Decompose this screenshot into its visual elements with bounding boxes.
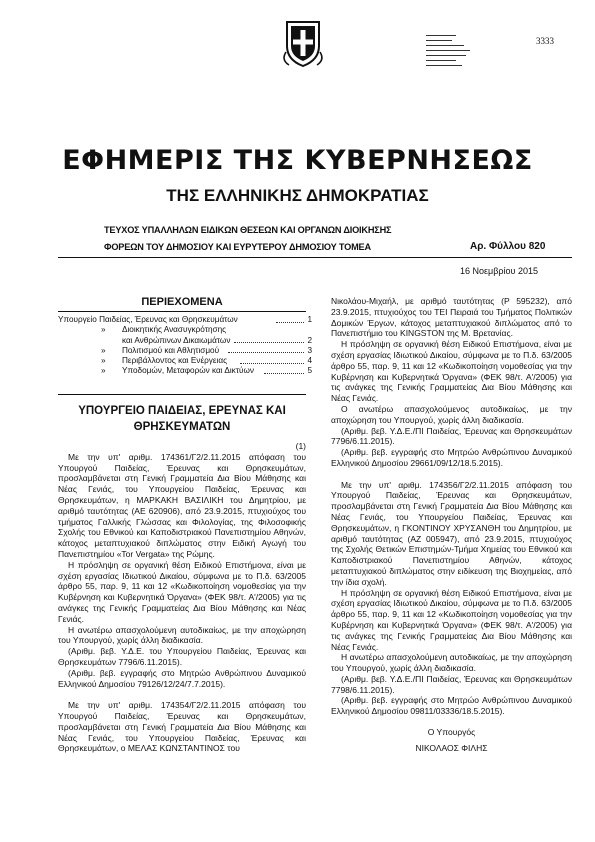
toc-item[interactable] bbox=[58, 315, 316, 325]
paragraph: Ο ανωτέρω απασχολούμενος αυτοδικαίως, με την αποχώρηση του Υπουργού, χωρίς άλλη διαδικασία. bbox=[331, 403, 572, 425]
paragraph: (Αριθμ. βεβ. εγγραφής στο Μητρώο Ανθρώπινου Δυναμικού Ελληνικού Δημοσίου 29661/09/12/18.5.2015). bbox=[331, 447, 572, 468]
decision-number: (1) bbox=[295, 441, 306, 451]
ministry-heading: ΥΠΟΥΡΓΕΙΟ ΠΑΙΔΕΙΑΣ, ΕΡΕΥΝΑΣ ΚΑΙ ΘΡΗΣΚΕΥΜΑΤΩΝ bbox=[78, 405, 286, 433]
paragraph: Η ανωτέρω απασχολούμενη αυτοδικαίως, με την αποχώρηση του Υπουργού, χωρίς άλλη διαδικασία. bbox=[331, 652, 572, 674]
toc-item-label: Πολιτισμού και Αθλητισμού bbox=[122, 345, 220, 355]
page-number: 3333 bbox=[536, 36, 554, 46]
toc-item-label: Υπουργείο Παιδείας, Έρευνας και Θρησκευμάτων bbox=[58, 315, 238, 324]
toc-item-marker: » bbox=[101, 345, 106, 355]
toc-item-page: 3 bbox=[307, 345, 312, 355]
sheet-number: Αρ. Φύλλου 820 bbox=[470, 241, 546, 252]
paragraph: Η πρόσληψη σε οργανική θέση Ειδικού Επιστήμονα, είναι με σχέση εργασίας Ιδιωτικού Δικαίου, σύμφωνα με το Π.δ. 63/2005 άρθρο 55, παρ. 9, 11 και 12 «Κωδικοποίηση νομοθεσίας για την Κυβέρνηση και Κυβερνητικά Όργανα» (ΦΕΚ 98/τ. Α'/2005) για τις ανάγκες της Γενικής Γραμματείας Δια Βίου Μάθησης και Νέας Γενιάς. bbox=[331, 587, 572, 652]
paragraph: Νικολάου-Μιχαήλ, με αριθμό ταυτότητας (Ρ 595232), από 23.9.2015, πτυχιούχος του ΤΕΙ Πειραιά του Τμήματος Πολιτικών Δομικών Έργων, κάτοχος μεταπτυχιακού διπλώματος από το Πανεπιστήμιο του KINGSTON της Μ. Βρετανίας. bbox=[331, 296, 572, 339]
toc-item-marker: » bbox=[101, 325, 106, 335]
toc-item-page: 2 bbox=[307, 335, 312, 345]
toc-item[interactable] bbox=[58, 356, 316, 366]
toc-item-label: και Ανθρώπινων Δικαιωμάτων bbox=[122, 335, 231, 345]
toc-item-marker: » bbox=[101, 356, 106, 366]
paragraph: (Αριθμ. βεβ. Υ.Δ.Ε./ΠΙ Παιδείας, Έρευνας και Θρησκευμάτων 7798/6.11.2015). bbox=[331, 673, 572, 695]
print-certification-stamp bbox=[426, 31, 480, 66]
paragraph: (Αριθμ. βεβ. εγγραφής στο Μητρώο Ανθρώπινου Δυναμικού Ελληνικού Δημοσίου 79126/12/24/7.7.2015). bbox=[58, 667, 306, 689]
issue-line-1: ΤΕΥΧΟΣ ΥΠΑΛΛΗΛΩΝ ΕΙΔΙΚΩΝ ΘΕΣΕΩΝ ΚΑΙ ΟΡΓΑΝΩΝ ΔΙΟΙΚΗΣΗΣ bbox=[104, 225, 392, 235]
toc-item[interactable] bbox=[58, 366, 316, 376]
toc-item[interactable] bbox=[58, 346, 316, 356]
right-column bbox=[331, 296, 572, 754]
toc-bottom-rule bbox=[58, 394, 306, 395]
paragraph: Η πρόσληψη σε οργανική θέση Ειδικού Επιστήμονα, είναι με σχέση εργασίας Ιδιωτικού Δικαίου, σύμφωνα με το Π.δ. 63/2005 άρθρο 55, παρ. 9, 11 και 12 «Κωδικοποίηση νομοθεσίας για την Κυβέρνηση και Κυβερνητικά Όργανα» (ΦΕΚ 98/τ. Α'/2005) για τις ανάγκες της Γενικής Γραμματείας Δια Βίου Μάθησης και Νέας Γενιάς. bbox=[331, 339, 572, 404]
signature-role: Ο Υπουργός bbox=[427, 727, 476, 738]
paragraph: Με την υπ' αριθμ. 174354/Γ2/2.11.2015 απόφαση του Υπουργού Παιδείας, Έρευνας και Θρησκευμάτων, προσλαμβάνεται στη Γενική Γραμματεία Δια Βίου Μάθησης και Νέας Γενιάς, του Υπουργείου Παιδείας, Έρευνας και Θρησκευμάτων, ο ΜΕΛΑΣ ΚΩΝΣΤΑΝΤΙΝΟΣ του bbox=[58, 700, 306, 754]
header-rule bbox=[58, 257, 572, 258]
toc-item-marker: » bbox=[101, 366, 106, 376]
paragraph: (Αριθμ. βεβ. Υ.Δ.Ε. του Υπουργείου Παιδείας, Έρευνας και Θρησκευμάτων 7796/6.11.2015). bbox=[58, 646, 306, 667]
issue-date: 16 Νοεμβρίου 2015 bbox=[460, 266, 538, 276]
toc-list bbox=[58, 315, 316, 377]
toc-title: ΠΕΡΙΕΧΟΜΕΝΑ bbox=[141, 296, 223, 308]
toc-item[interactable] bbox=[58, 336, 316, 346]
paragraph: Με την υπ' αριθμ. 174361/Γ2/2.11.2015 απόφαση του Υπουργού Παιδείας, Έρευνας και Θρησκευμάτων, προσλαμβάνεται στη Γενική Γραμματεία Δια Βίου Μάθησης και Νέας Γενιάς, του Υπουργείου Παιδείας, Έρευνας και Θρησκευμάτων, η ΜΑΡΚΑΚΗ ΒΑΣΙΛΙΚΗ του Δημητρίου, με αριθμό ταυτότητας (ΑΕ 620906), από 23.9.2015, πτυχιούχος του τμήματος Γαλλικής Γλώσσας και Φιλολογίας, της Φιλοσοφικής Σχολής του Εθνικού και Καποδιστριακού Πανεπιστημίου Αθηνών, κάτοχος μεταπτυχιακού διπλώματος στην Ειδική Αγωγή του Πανεπιστημίου «Tor Vergata» της Ρώμης. bbox=[58, 451, 306, 559]
toc-item-label: Υποδομών, Μεταφορών και Δικτύων bbox=[122, 366, 254, 376]
toc-item-label: Περιβάλλοντος και Ενέργειας bbox=[122, 356, 228, 366]
toc-item-page: 5 bbox=[307, 366, 312, 376]
toc-item[interactable] bbox=[58, 325, 316, 335]
paragraph: (Αριθμ. βεβ. εγγραφής στο Μητρώο Ανθρώπινου Δυναμικού Ελληνικού Δημοσίου 09811/03336/18.5.2015). bbox=[331, 695, 572, 717]
greek-coat-of-arms-icon bbox=[283, 16, 323, 68]
gazette-title: ΕΦΗΜΕΡΙΣ ΤΗΣ ΚΥΒΕΡΝΗΣΕΩΣ bbox=[62, 145, 533, 176]
issue-line-2: ΦΟΡΕΩΝ ΤΟΥ ΔΗΜΟΣΙΟΥ ΚΑΙ ΕΥΡΥΤΕΡΟΥ ΔΗΜΟΣΙΟΥ ΤΟΜΕΑ bbox=[104, 242, 371, 252]
toc-item-page: 4 bbox=[307, 356, 312, 366]
paragraph: Η ανωτέρω απασχολούμενη αυτοδικαίως, με την αποχώρηση του Υπουργού, χωρίς άλλη διαδικασία. bbox=[58, 624, 306, 646]
left-column bbox=[58, 441, 306, 754]
gazette-subtitle: ΤΗΣ ΕΛΛΗΝΙΚΗΣ ΔΗΜΟΚΡΑΤΙΑΣ bbox=[166, 186, 429, 205]
signature-name: ΝΙΚΟΛΑΟΣ ΦΙΛΗΣ bbox=[415, 742, 488, 753]
paragraph: (Αριθμ. βεβ. Υ.Δ.Ε./ΠΙ Παιδείας, Έρευνας και Θρησκευμάτων 7796/6.11.2015). bbox=[331, 425, 572, 447]
toc-item-page: 1 bbox=[307, 315, 312, 324]
paragraph: Με την υπ' αριθμ. 174356/Γ2/2.11.2015 απόφαση του Υπουργού Παιδείας, Έρευνας και Θρησκευμάτων, προσλαμβάνεται στη Γενική Γραμματεία Δια Βίου Μάθησης και Νέας Γενιάς, του Υπουργείου Παιδείας, Έρευνας και Θρησκευμάτων, η ΓΚΟΝΤΙΝΟΥ ΧΡΥΣΑΝΘΗ του Δημητρίου, με αριθμό ταυτότητας (ΑΖ 005947), από 23.9.2015, πτυχιούχος της Σχολής Θετικών Επιστημών-Τμήμα Χημείας του Εθνικού και Καποδιστριακού Πανεπιστημίου Αθηνών, κάτοχος μεταπτυχιακού διπλώματος στην ειδίκευση της Βιοχημείας, από την ίδια σχολή. bbox=[331, 479, 572, 587]
toc-item-label: Διοικητικής Ανασυγκρότησης bbox=[122, 325, 227, 335]
toc-rule bbox=[58, 311, 306, 312]
paragraph: Η πρόσληψη σε οργανική θέση Ειδικού Επιστήμονα, είναι με σχέση εργασίας Ιδιωτικού Δικαίου, σύμφωνα με το Π.δ. 63/2005 άρθρο 55, παρ. 9, 11 και 12 «Κωδικοποίηση νομοθεσίας για την Κυβέρνηση και Κυβερνητικά Όργανα» (ΦΕΚ 98/τ. Α'/2005) για τις ανάγκες της Γενικής Γραμματείας Δια Βίου Μάθησης και Νέας Γενιάς. bbox=[58, 559, 306, 624]
